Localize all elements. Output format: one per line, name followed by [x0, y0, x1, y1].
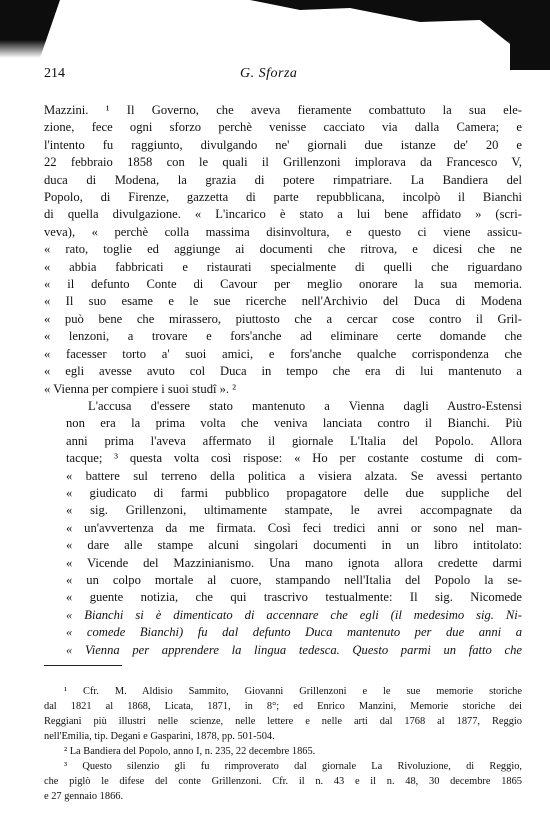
- text-line: tacque; ³ questa volta così rispose: « Ho per costante costume di com-: [66, 451, 522, 466]
- text-line: Mazzini. ¹ Il Governo, che aveva fieramente combattuto la sua ele-: [44, 103, 522, 117]
- text-line: « guente notizia, che qui trascrivo testualmente: Il sig. Nicomede: [66, 590, 522, 605]
- footnote-line: ¹ Cfr. M. Aldisio Sammito, Giovanni Grillenzoni e le sue memorie storiche: [64, 686, 522, 697]
- page-number: 214: [44, 66, 65, 81]
- text-line: veva), « perchè colla massima disinvoltura, e questo ci viene assicu-: [44, 224, 522, 239]
- text-line: « Vicende del Mazzinianismo. Una mano ignota allora credette darmi: [66, 555, 522, 570]
- footnote-line: ³ Questo silenzio gli fu rimproverato dal giornale La Rivoluzione, di Reggio,: [64, 761, 522, 772]
- text-line: L'accusa d'essere stato mantenuto a Vienna dagli Austro-Estensi: [88, 398, 522, 413]
- footnote-3: [44, 759, 522, 804]
- text-line: Popolo, di Firenze, gazzetta di parte repubblicana, incolpò il Bianchi: [44, 190, 522, 205]
- text-line: « Vienna per apprendere la lingua tedesca. Questo parmi un fatto che: [66, 642, 522, 657]
- text-line: « comede Bianchi) fu dal defunto Duca mantenuto per due anni a: [66, 625, 522, 640]
- text-line: « Vienna per compiere i suoi studî ». ²: [44, 381, 237, 396]
- text-line: 22 febbraio 1858 con le quali il Grillenzoni implorava da Francesco V,: [44, 155, 522, 170]
- footnote-2: [44, 744, 522, 759]
- text-line: « egli avesse avuto col Duca in tempo che era di lui mantenuto a: [44, 364, 522, 379]
- footnote-line: dal 1821 al 1868, Licata, 1871, in 8°; ed Enrico Manzini, Memorie storiche dei: [44, 701, 522, 712]
- body-text: [44, 102, 522, 659]
- text-line: l'intento fu raggiunto, divulgando ne' giornali due istanze de' 20 e: [44, 137, 522, 152]
- text-line: « Bianchi si è dimenticato di accennare che egli (il medesimo sig. Ni-: [66, 607, 522, 622]
- text-line: « un colpo mortale al cuore, stampando nell'Italia del Popolo la se-: [66, 572, 522, 587]
- text-line: non era la prima volta che veniva lanciata contro il Bianchi. Più: [66, 416, 522, 431]
- text-line: zione, fece ogni sforzo perchè venisse cacciato via dalla Camera; e: [44, 120, 522, 135]
- text-line: « battere sul terreno della politica a visiera alzata. Se avessi pertanto: [66, 468, 522, 483]
- text-line: « giudicato di farmi pubblico propagatore delle due suppliche del: [66, 485, 522, 500]
- footnote-separator: [44, 665, 122, 666]
- footnote-line: nell'Emilia, tip. Degani e Gasparini, 1878, pp. 501-504.: [44, 731, 275, 742]
- footnotes: [44, 684, 522, 804]
- text-line: anni prima l'aveva affermato il giornale L'Italia del Popolo. Allora: [66, 433, 522, 448]
- text-line: « dare alle stampe alcuni singolari documenti in un libro intitolato:: [66, 538, 522, 553]
- scan-shadow-right: [510, 0, 550, 70]
- footnote-line: ² La Bandiera del Popolo, anno I, n. 235, 22 decembre 1865.: [64, 746, 316, 757]
- scan-shadow: [0, 0, 550, 58]
- text-line: « un'avvertenza da me firmata. Così feci tredici anni or sono nel man-: [66, 520, 522, 535]
- text-line: « il defunto Conte di Cavour per meglio onorare la sua memoria.: [44, 277, 522, 292]
- text-line: duca di Modena, la grazia di potere rimpatriare. La Bandiera del: [44, 172, 522, 187]
- footnote-line: che piglò le difese del conte Grillenzoni. Cfr. il n. 43 e il n. 48, 30 decembre 1865: [44, 776, 522, 787]
- page-header: [44, 66, 522, 88]
- footnote-line: e 27 gennaio 1866.: [44, 791, 124, 802]
- text-line: « rato, toglie ed aggiunge ai documenti che ritrova, e dicesi che ne: [44, 242, 522, 257]
- text-line: « abbia fabbricati e ristaurati specialmente di quelli che riguardano: [44, 259, 522, 274]
- text-line: di quella divulgazione. « L'incarico è stato a lui bene affidato » (scri-: [44, 207, 522, 222]
- text-line: « facesser torto a' suoi amici, e fors'anche qualche corrispondenza che: [44, 346, 522, 361]
- paragraph-1: [44, 102, 522, 398]
- footnote-line: Reggiani più illustri nelle scienze, nelle lettere e nelle arti dal 1768 al 1877, Reggio: [44, 716, 522, 727]
- paragraph-2: [44, 398, 522, 659]
- text-line: « può bene che mirassero, piuttosto che a cercar cose contro il Gril-: [44, 311, 522, 326]
- running-title: G. Sforza: [240, 66, 298, 81]
- text-line: « sig. Grillenzoni, ultimamente stampate, le avrei accompagnate da: [66, 503, 522, 518]
- text-line: « Il suo esame e le sue ricerche nell'Archivio del Duca di Modena: [44, 294, 522, 309]
- footnote-1: [44, 684, 522, 744]
- text-line: « lenzoni, a trovare e fors'anche ad eliminare certe domande che: [44, 329, 522, 344]
